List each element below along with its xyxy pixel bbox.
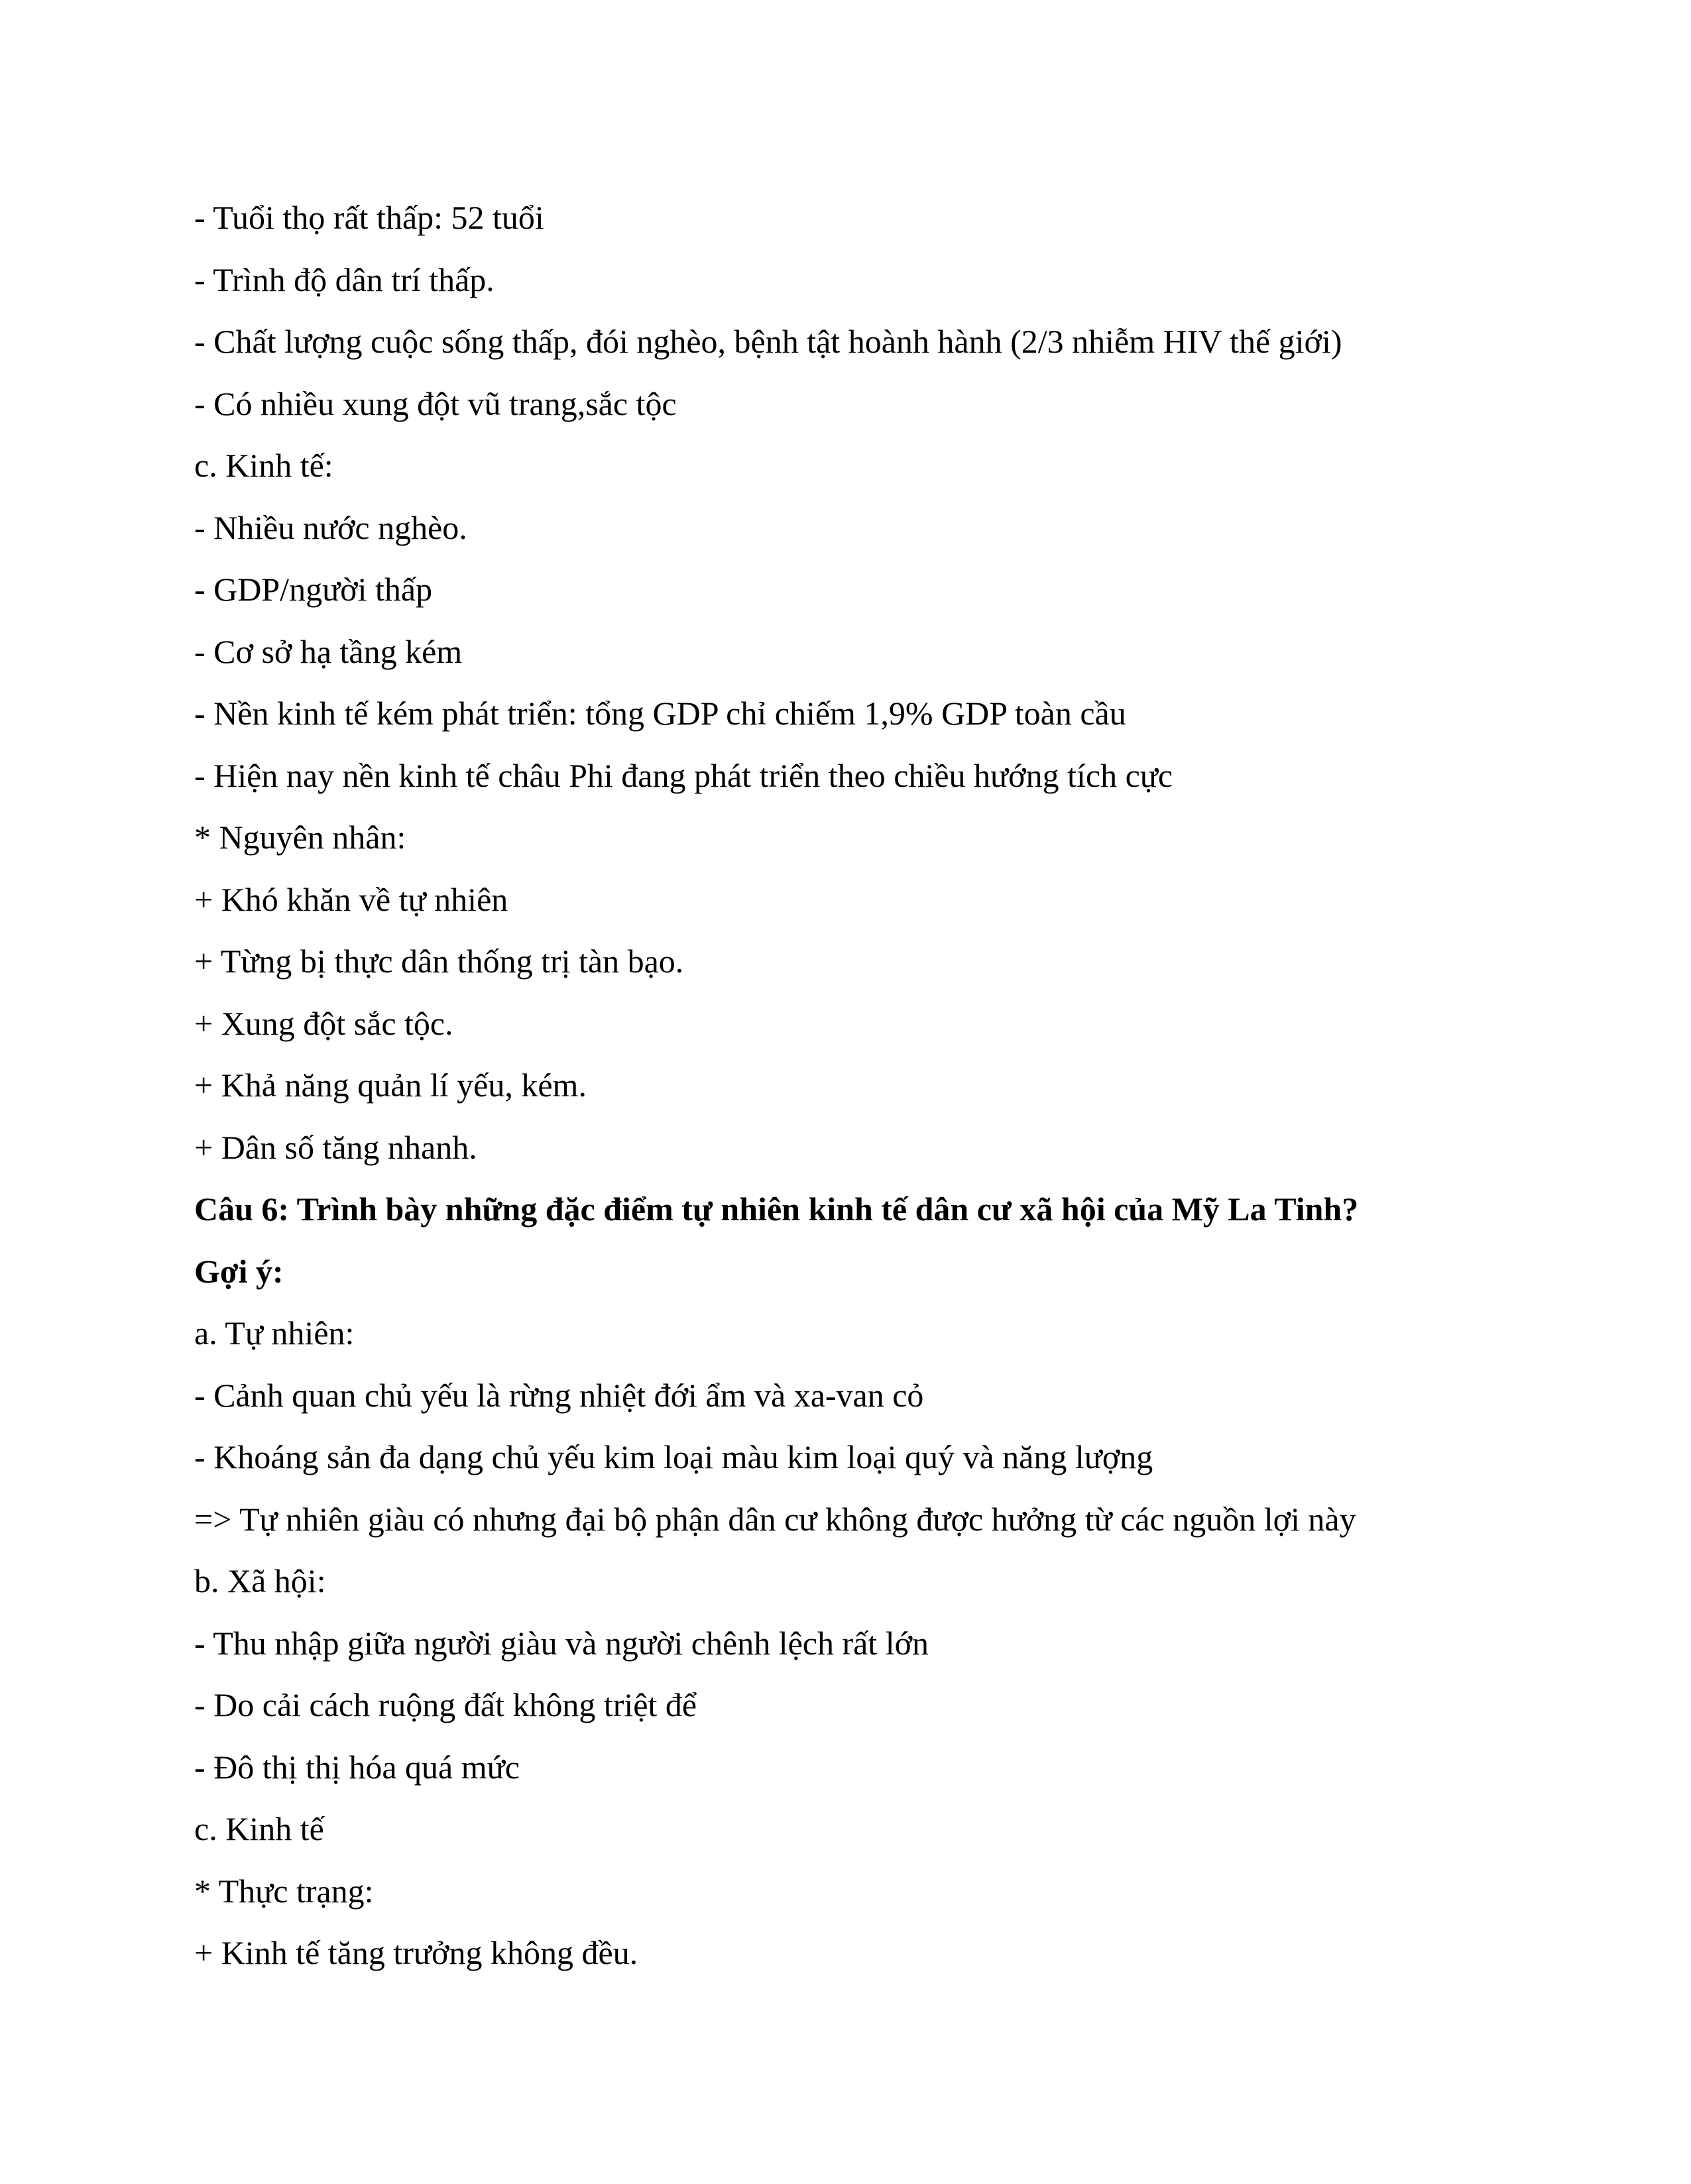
text-line: - Nhiều nước nghèo. — [194, 508, 467, 546]
document-body — [194, 187, 1520, 1984]
text-line: - Cơ sở hạ tầng kém — [194, 632, 463, 670]
text-line: - Trình độ dân trí thấp. — [194, 260, 495, 298]
section-heading: b. Xã hội: — [194, 1562, 326, 1599]
text-line: + Kinh tế tăng trưởng không đều. — [194, 1934, 638, 1971]
subsection-heading: * Nguyên nhân: — [194, 819, 406, 856]
subsection-heading: * Thực trạng: — [194, 1872, 374, 1910]
text-line: + Khó khăn về tự nhiên — [194, 880, 508, 918]
text-line: + Khả năng quản lí yếu, kém. — [194, 1066, 587, 1104]
text-line: + Dân số tăng nhanh. — [194, 1128, 477, 1166]
text-line: - Có nhiều xung đột vũ trang,sắc tộc — [194, 384, 677, 422]
text-line: - GDP/người thấp — [194, 571, 433, 608]
text-line: - Tuổi thọ rất thấp: 52 tuổi — [194, 199, 544, 236]
text-line: - Chất lượng cuộc sống thấp, đói nghèo, bệnh tật hoành hành (2/3 nhiễm HIV thế giới) — [194, 323, 1342, 360]
text-line: - Đô thị thị hóa quá mức — [194, 1748, 520, 1786]
text-line: - Thu nhập giữa người giàu và người chênh lệch rất lớn — [194, 1624, 929, 1662]
text-line: - Do cải cách ruộng đất không triệt để — [194, 1686, 697, 1723]
section-heading: c. Kinh tế — [194, 1810, 324, 1847]
text-line: + Từng bị thực dân thống trị tàn bạo. — [194, 943, 684, 980]
text-line: - Hiện nay nền kinh tế châu Phi đang phát triển theo chiều hướng tích cực — [194, 756, 1173, 794]
text-line: => Tự nhiên giàu có nhưng đại bộ phận dân cư không được hưởng từ các nguồn lợi này — [194, 1500, 1356, 1538]
text-line: - Nền kinh tế kém phát triển: tổng GDP chỉ chiếm 1,9% GDP toàn cầu — [194, 695, 1126, 732]
text-line: + Xung đột sắc tộc. — [194, 1004, 453, 1042]
text-line: - Cảnh quan chủ yếu là rừng nhiệt đới ẩm và xa-van cỏ — [194, 1376, 924, 1414]
section-heading: a. Tự nhiên: — [194, 1314, 355, 1351]
question-heading: Câu 6: Trình bày những đặc điểm tự nhiên kinh tế dân cư xã hội của Mỹ La Tinh? — [194, 1190, 1359, 1228]
text-line: - Khoáng sản đa dạng chủ yếu kim loại màu kim loại quý và năng lượng — [194, 1438, 1153, 1475]
section-heading: c. Kinh tế: — [194, 447, 333, 484]
hint-heading: Gợi ý: — [194, 1252, 284, 1290]
